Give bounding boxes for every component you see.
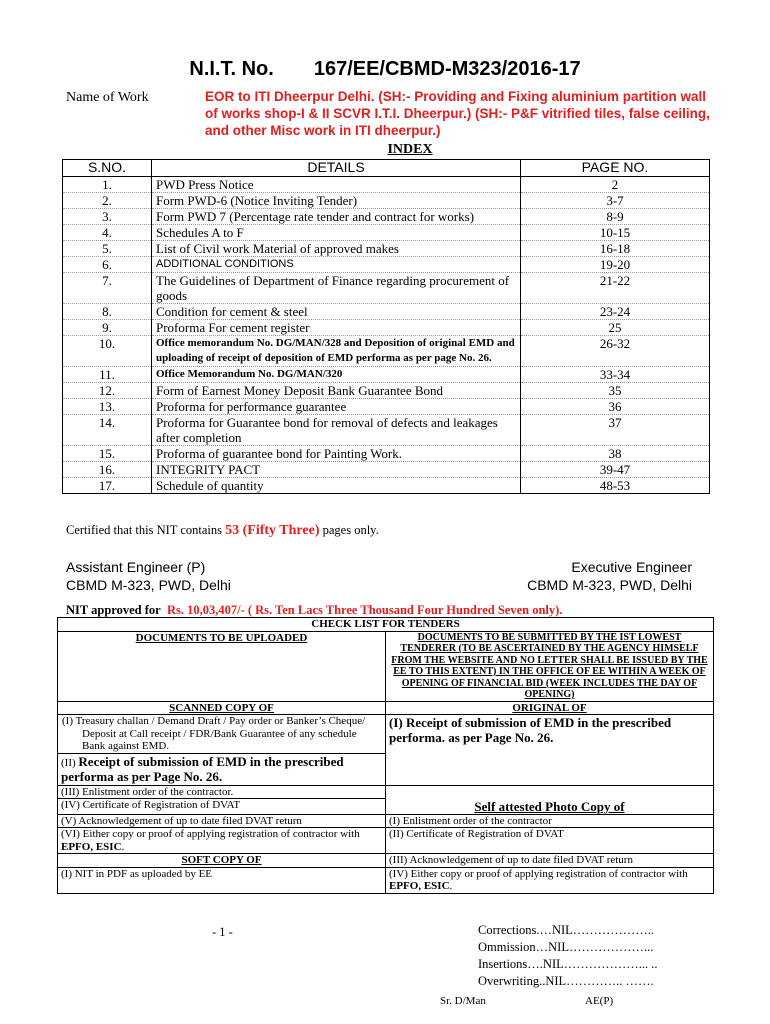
row-sno: 2. — [63, 193, 152, 209]
row-sno: 1. — [63, 177, 152, 193]
row-details: Condition for cement & steel — [152, 304, 521, 320]
row-sno: 11. — [63, 367, 152, 383]
row-page: 21-22 — [521, 273, 710, 304]
scanned-item-2-prefix: (II) — [61, 756, 76, 769]
table-row — [63, 415, 710, 446]
nit-title — [0, 58, 770, 81]
row-page: 39-47 — [521, 462, 710, 478]
footer-sr-dman: Sr. D/Man — [440, 995, 486, 1007]
row-page: 25 — [521, 320, 710, 336]
row-page: 36 — [521, 399, 710, 415]
table-row — [63, 399, 710, 415]
table-row — [63, 241, 710, 257]
soft-item-1: (I) NIT in PDF as uploaded by EE — [58, 867, 386, 893]
row-sno: 7. — [63, 273, 152, 304]
row-page: 33-34 — [521, 367, 710, 383]
scanned-item-6: (VI) Either copy or proof of applying registration of contractor with EPFO, ESIC. — [58, 828, 386, 854]
row-details: Proforma For cement register — [152, 320, 521, 336]
certified-suffix: pages only. — [322, 523, 379, 537]
scanned-item-2-text: Receipt of submission of EMD in the prescribed performa as per Page No. 26. — [61, 753, 344, 784]
row-page: 35 — [521, 383, 710, 399]
row-details: INTEGRITY PACT — [152, 462, 521, 478]
row-sno: 12. — [63, 383, 152, 399]
nit-number: 167/EE/CBMD-M323/2016-17 — [313, 58, 581, 80]
row-sno: 16. — [63, 462, 152, 478]
scanned-item-5: (V) Acknowledgement of up to date filed DVAT return — [58, 814, 386, 828]
executive-engineer-title: Executive Engineer — [571, 559, 692, 575]
uploaded-header: DOCUMENTS TO BE UPLOADED — [58, 631, 386, 701]
row-details: Form of Earnest Money Deposit Bank Guarantee Bond — [152, 383, 521, 399]
row-details: The Guidelines of Department of Finance regarding procurement of goods — [152, 273, 521, 304]
row-page: 8-9 — [521, 209, 710, 225]
scanned-copy-label: SCANNED COPY OF — [58, 701, 386, 715]
scanned-item-3: (III) Enlistment order of the contractor. — [58, 785, 386, 799]
scanned-item-6-text: (VI) Either copy or proof of applying registration of contractor with — [61, 828, 360, 840]
row-sno: 13. — [63, 399, 152, 415]
nit-approved-label: NIT approved for — [66, 603, 161, 617]
checklist-title: CHECK LIST FOR TENDERS — [58, 618, 714, 632]
row-details: ADDITIONAL CONDITIONS — [152, 257, 521, 273]
row-details: Proforma of guarantee bond for Painting Work. — [152, 446, 521, 462]
footer-ae: AE(P) — [585, 995, 614, 1007]
attested-item-4-bold: EPFO, ESIC — [389, 880, 450, 892]
attested-item-4-text: (IV) Either copy or proof of applying registration of contractor with — [389, 867, 688, 880]
original-label: ORIGINAL OF — [386, 701, 714, 715]
table-row — [63, 209, 710, 225]
row-page: 23-24 — [521, 304, 710, 320]
name-of-work-label: Name of Work — [66, 90, 149, 105]
submitted-header: DOCUMENTS TO BE SUBMITTED BY THE IST LOWEST TENDERER (TO BE ASCERTAINED BY THE AGENCY HIMSELF FROM THE WEBSITE AND NO LETTER SHALL BE ISSUED BY THE EE TO THIS EXTENT) IN THE OFFICE OF EE WITHIN A WEEK OF OPENING OF FINANCIAL BID (WEEK INCLUDES THE DAY OF OPENING) — [386, 631, 714, 701]
row-sno: 15. — [63, 446, 152, 462]
row-page: 10-15 — [521, 225, 710, 241]
row-sno: 4. — [63, 225, 152, 241]
scanned-item-6-bold: EPFO, ESIC — [61, 840, 122, 853]
corrections-block — [478, 922, 658, 990]
scanned-item-4: (IV) Certificate of Registration of DVAT — [58, 799, 386, 815]
row-sno: 10. — [63, 336, 152, 367]
original-item-1: (I) Receipt of submission of EMD in the prescribed performa. as per Page No. 26. — [386, 715, 714, 786]
index-table — [62, 159, 710, 494]
scanned-item-2 — [58, 753, 386, 785]
row-sno: 8. — [63, 304, 152, 320]
row-page: 3-7 — [521, 193, 710, 209]
checklist-table — [57, 617, 714, 894]
assistant-engineer-title: Assistant Engineer (P) — [66, 559, 206, 575]
signature-executive-engineer — [527, 558, 692, 594]
table-row — [63, 304, 710, 320]
omission-line: Ommission…NIL………………... — [478, 940, 654, 954]
table-row — [63, 273, 710, 304]
name-of-work-text: EOR to ITI Dheerpur Delhi. (SH:- Providing and Fixing aluminium partition wall of works shop-I & II SCVR I.T.I. Dheerpur.) (SH:- P&F vitrified tiles, false ceiling, and other Misc work in ITI dheerpur.) — [205, 89, 710, 138]
table-row — [63, 320, 710, 336]
row-details: Proforma for performance guarantee — [152, 399, 521, 415]
certified-prefix: Certified that this NIT contains — [66, 523, 222, 537]
row-details: Office Memorandum No. DG/MAN/320 — [152, 367, 521, 383]
row-details: Office memorandum No. DG/MAN/328 and Deposition of original EMD and uploading of receipt of deposition of EMD performa as per page No. 26. — [152, 336, 521, 367]
row-page: 16-18 — [521, 241, 710, 257]
certified-count: 53 (Fifty Three) — [225, 523, 320, 538]
row-page: 48-53 — [521, 478, 710, 494]
table-row — [63, 336, 710, 367]
nit-approved — [66, 603, 562, 618]
table-row — [63, 478, 710, 494]
header-details: DETAILS — [152, 160, 521, 177]
row-page: 2 — [521, 177, 710, 193]
row-details: Form PWD-6 (Notice Inviting Tender) — [152, 193, 521, 209]
certified-statement — [66, 523, 379, 539]
assistant-engineer-office: CBMD M-323, PWD, Delhi — [66, 577, 231, 593]
row-page: 19-20 — [521, 257, 710, 273]
corrections-line: Corrections.…NIL……………….. — [478, 923, 655, 937]
nit-label: N.I.T. No. — [189, 58, 274, 80]
header-page: PAGE NO. — [521, 160, 710, 177]
row-sno: 6. — [63, 257, 152, 273]
index-title: INDEX — [387, 142, 433, 157]
signature-assistant-engineer — [66, 558, 231, 594]
table-row — [63, 462, 710, 478]
row-sno: 9. — [63, 320, 152, 336]
table-row — [63, 177, 710, 193]
header-sno: S.NO. — [63, 160, 152, 177]
row-details: Proforma for Guarantee bond for removal of defects and leakages after completion — [152, 415, 521, 446]
table-row — [63, 383, 710, 399]
row-details: Schedule of quantity — [152, 478, 521, 494]
overwriting-line: Overwriting..NIL………….. ……. — [478, 974, 654, 988]
table-row — [63, 257, 710, 273]
insertions-line: Insertions….NIL………………... .. — [478, 957, 658, 971]
table-row — [63, 193, 710, 209]
soft-copy-label: SOFT COPY OF — [58, 854, 386, 868]
row-page: 38 — [521, 446, 710, 462]
row-details: Schedules A to F — [152, 225, 521, 241]
row-sno: 14. — [63, 415, 152, 446]
row-page: 37 — [521, 415, 710, 446]
self-attested-label: Self attested Photo Copy of — [386, 799, 714, 815]
attested-item-2: (II) Certificate of Registration of DVAT — [386, 828, 714, 854]
page-number: - 1 - — [212, 925, 233, 939]
table-row — [63, 446, 710, 462]
row-details: PWD Press Notice — [152, 177, 521, 193]
attested-item-4: (IV) Either copy or proof of applying registration of contractor with EPFO, ESIC. — [386, 867, 714, 893]
row-sno: 5. — [63, 241, 152, 257]
table-row — [63, 225, 710, 241]
table-row — [63, 367, 710, 383]
row-details: List of Civil work Material of approved makes — [152, 241, 521, 257]
row-details: Form PWD 7 (Percentage rate tender and contract for works) — [152, 209, 521, 225]
attested-item-3: (III) Acknowledgement of up to date filed DVAT return — [386, 854, 714, 868]
row-sno: 3. — [63, 209, 152, 225]
scanned-item-1: (I) Treasury challan / Demand Draft / Pay order or Banker’s Cheque/ Deposit at Call receipt / FDR/Bank Guarantee of any schedule Bank against EMD. — [58, 715, 386, 754]
nit-approved-amount: Rs. 10,03,407/- ( Rs. Ten Lacs Three Thousand Four Hundred Seven only). — [166, 603, 563, 617]
row-sno: 17. — [63, 478, 152, 494]
row-page: 26-32 — [521, 336, 710, 367]
executive-engineer-office: CBMD M-323, PWD, Delhi — [527, 577, 692, 593]
attested-item-1: (I) Enlistment order of the contractor — [386, 814, 714, 828]
blank-cell — [386, 785, 714, 799]
